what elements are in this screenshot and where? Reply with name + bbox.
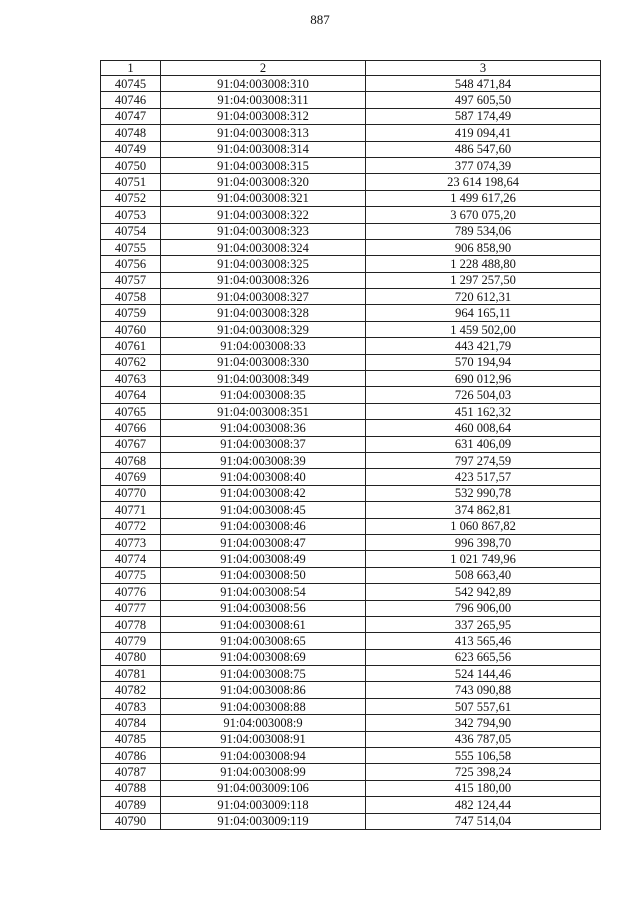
table-row <box>101 272 601 288</box>
cell-row-number: 40758 <box>101 289 161 305</box>
table-row <box>101 207 601 223</box>
cell-cadastral-id: 91:04:003008:39 <box>161 452 366 468</box>
cell-row-number: 40748 <box>101 125 161 141</box>
table-header-row <box>101 61 601 76</box>
cell-row-number: 40775 <box>101 567 161 583</box>
table-row <box>101 338 601 354</box>
cell-value: 548 471,84 <box>366 76 601 92</box>
table-row <box>101 190 601 206</box>
cell-value: 623 665,56 <box>366 649 601 665</box>
cell-value: 482 124,44 <box>366 797 601 813</box>
cell-row-number: 40768 <box>101 452 161 468</box>
cell-value: 1 060 867,82 <box>366 518 601 534</box>
cell-row-number: 40754 <box>101 223 161 239</box>
table-row <box>101 764 601 780</box>
cell-row-number: 40760 <box>101 321 161 337</box>
cell-cadastral-id: 91:04:003008:322 <box>161 207 366 223</box>
table-row <box>101 371 601 387</box>
cell-cadastral-id: 91:04:003008:54 <box>161 584 366 600</box>
cell-row-number: 40787 <box>101 764 161 780</box>
cell-row-number: 40789 <box>101 797 161 813</box>
table-row <box>101 239 601 255</box>
table-row <box>101 354 601 370</box>
cell-row-number: 40757 <box>101 272 161 288</box>
table-row <box>101 682 601 698</box>
cell-value: 570 194,94 <box>366 354 601 370</box>
table-row <box>101 305 601 321</box>
cell-row-number: 40776 <box>101 584 161 600</box>
cell-row-number: 40769 <box>101 469 161 485</box>
cell-cadastral-id: 91:04:003008:310 <box>161 76 366 92</box>
cell-value: 996 398,70 <box>366 534 601 550</box>
cell-row-number: 40784 <box>101 715 161 731</box>
cell-cadastral-id: 91:04:003008:88 <box>161 698 366 714</box>
cell-cadastral-id: 91:04:003008:36 <box>161 420 366 436</box>
cell-value: 419 094,41 <box>366 125 601 141</box>
cell-cadastral-id: 91:04:003008:61 <box>161 616 366 632</box>
cell-row-number: 40752 <box>101 190 161 206</box>
cell-row-number: 40750 <box>101 157 161 173</box>
cell-cadastral-id: 91:04:003008:65 <box>161 633 366 649</box>
table-row <box>101 797 601 813</box>
cell-cadastral-id: 91:04:003008:37 <box>161 436 366 452</box>
table-row <box>101 108 601 124</box>
cell-value: 460 008,64 <box>366 420 601 436</box>
table-row <box>101 141 601 157</box>
table-row <box>101 502 601 518</box>
cell-row-number: 40779 <box>101 633 161 649</box>
cell-cadastral-id: 91:04:003008:329 <box>161 321 366 337</box>
cell-row-number: 40773 <box>101 534 161 550</box>
cell-row-number: 40753 <box>101 207 161 223</box>
cell-value: 542 942,89 <box>366 584 601 600</box>
column-header-number: 1 <box>101 61 161 76</box>
cell-value: 726 504,03 <box>366 387 601 403</box>
cell-cadastral-id: 91:04:003008:35 <box>161 387 366 403</box>
table-row <box>101 223 601 239</box>
cell-cadastral-id: 91:04:003008:326 <box>161 272 366 288</box>
cell-cadastral-id: 91:04:003008:328 <box>161 305 366 321</box>
cell-row-number: 40747 <box>101 108 161 124</box>
cell-cadastral-id: 91:04:003008:86 <box>161 682 366 698</box>
cell-row-number: 40783 <box>101 698 161 714</box>
table-row <box>101 174 601 190</box>
cell-cadastral-id: 91:04:003008:325 <box>161 256 366 272</box>
cell-cadastral-id: 91:04:003009:106 <box>161 780 366 796</box>
cell-value: 508 663,40 <box>366 567 601 583</box>
cell-row-number: 40749 <box>101 141 161 157</box>
cell-row-number: 40751 <box>101 174 161 190</box>
cell-cadastral-id: 91:04:003008:91 <box>161 731 366 747</box>
table-body <box>101 76 601 830</box>
cell-row-number: 40763 <box>101 371 161 387</box>
cell-value: 415 180,00 <box>366 780 601 796</box>
cell-row-number: 40774 <box>101 551 161 567</box>
table-row <box>101 551 601 567</box>
table-row <box>101 436 601 452</box>
cell-row-number: 40767 <box>101 436 161 452</box>
cell-row-number: 40786 <box>101 748 161 764</box>
cell-cadastral-id: 91:04:003008:49 <box>161 551 366 567</box>
cell-cadastral-id: 91:04:003008:313 <box>161 125 366 141</box>
cell-value: 720 612,31 <box>366 289 601 305</box>
cell-cadastral-id: 91:04:003008:47 <box>161 534 366 550</box>
cell-value: 1 297 257,50 <box>366 272 601 288</box>
cell-value: 443 421,79 <box>366 338 601 354</box>
cell-row-number: 40790 <box>101 813 161 829</box>
cell-value: 747 514,04 <box>366 813 601 829</box>
cell-value: 789 534,06 <box>366 223 601 239</box>
table-row <box>101 321 601 337</box>
cell-row-number: 40756 <box>101 256 161 272</box>
table-row <box>101 600 601 616</box>
cell-cadastral-id: 91:04:003008:327 <box>161 289 366 305</box>
cell-row-number: 40781 <box>101 666 161 682</box>
cell-value: 1 228 488,80 <box>366 256 601 272</box>
cell-cadastral-id: 91:04:003008:323 <box>161 223 366 239</box>
cell-value: 964 165,11 <box>366 305 601 321</box>
cell-cadastral-id: 91:04:003008:46 <box>161 518 366 534</box>
cell-value: 377 074,39 <box>366 157 601 173</box>
cell-cadastral-id: 91:04:003008:94 <box>161 748 366 764</box>
cell-value: 497 605,50 <box>366 92 601 108</box>
cell-value: 374 862,81 <box>366 502 601 518</box>
cell-row-number: 40778 <box>101 616 161 632</box>
cell-row-number: 40785 <box>101 731 161 747</box>
cell-value: 690 012,96 <box>366 371 601 387</box>
cell-row-number: 40782 <box>101 682 161 698</box>
cell-value: 23 614 198,64 <box>366 174 601 190</box>
cell-row-number: 40765 <box>101 403 161 419</box>
cell-row-number: 40761 <box>101 338 161 354</box>
cell-value: 1 499 617,26 <box>366 190 601 206</box>
table-row <box>101 485 601 501</box>
cell-value: 342 794,90 <box>366 715 601 731</box>
cell-cadastral-id: 91:04:003008:42 <box>161 485 366 501</box>
table-row <box>101 420 601 436</box>
cell-row-number: 40770 <box>101 485 161 501</box>
table-row <box>101 92 601 108</box>
cell-cadastral-id: 91:04:003008:321 <box>161 190 366 206</box>
cell-value: 743 090,88 <box>366 682 601 698</box>
table-row <box>101 452 601 468</box>
cell-cadastral-id: 91:04:003008:315 <box>161 157 366 173</box>
table-row <box>101 567 601 583</box>
cell-row-number: 40771 <box>101 502 161 518</box>
cell-value: 436 787,05 <box>366 731 601 747</box>
cell-value: 906 858,90 <box>366 239 601 255</box>
cell-row-number: 40759 <box>101 305 161 321</box>
cell-value: 797 274,59 <box>366 452 601 468</box>
cell-value: 725 398,24 <box>366 764 601 780</box>
cell-value: 507 557,61 <box>366 698 601 714</box>
cell-value: 587 174,49 <box>366 108 601 124</box>
table-row <box>101 715 601 731</box>
cell-cadastral-id: 91:04:003008:351 <box>161 403 366 419</box>
cell-cadastral-id: 91:04:003008:349 <box>161 371 366 387</box>
table-row <box>101 256 601 272</box>
cell-value: 486 547,60 <box>366 141 601 157</box>
cell-cadastral-id: 91:04:003008:311 <box>161 92 366 108</box>
cell-cadastral-id: 91:04:003008:56 <box>161 600 366 616</box>
cell-cadastral-id: 91:04:003008:330 <box>161 354 366 370</box>
table-row <box>101 584 601 600</box>
cell-cadastral-id: 91:04:003008:314 <box>161 141 366 157</box>
table-row <box>101 633 601 649</box>
cell-value: 555 106,58 <box>366 748 601 764</box>
table-row <box>101 649 601 665</box>
cell-value: 532 990,78 <box>366 485 601 501</box>
table-row <box>101 403 601 419</box>
cell-value: 423 517,57 <box>366 469 601 485</box>
cell-cadastral-id: 91:04:003008:324 <box>161 239 366 255</box>
cell-cadastral-id: 91:04:003008:40 <box>161 469 366 485</box>
cell-value: 524 144,46 <box>366 666 601 682</box>
cell-row-number: 40745 <box>101 76 161 92</box>
table-row <box>101 780 601 796</box>
cell-cadastral-id: 91:04:003008:99 <box>161 764 366 780</box>
cell-value: 337 265,95 <box>366 616 601 632</box>
cell-value: 451 162,32 <box>366 403 601 419</box>
cell-cadastral-id: 91:04:003008:312 <box>161 108 366 124</box>
page-number: 887 <box>310 12 330 27</box>
cell-value: 413 565,46 <box>366 633 601 649</box>
table-row <box>101 157 601 173</box>
cell-row-number: 40762 <box>101 354 161 370</box>
cell-row-number: 40780 <box>101 649 161 665</box>
cell-cadastral-id: 91:04:003009:119 <box>161 813 366 829</box>
column-header-cadastral-id: 2 <box>161 61 366 76</box>
cell-row-number: 40755 <box>101 239 161 255</box>
table-row <box>101 387 601 403</box>
cell-value: 3 670 075,20 <box>366 207 601 223</box>
cell-cadastral-id: 91:04:003008:50 <box>161 567 366 583</box>
cell-row-number: 40764 <box>101 387 161 403</box>
cell-value: 1 459 502,00 <box>366 321 601 337</box>
cell-value: 1 021 749,96 <box>366 551 601 567</box>
cell-cadastral-id: 91:04:003008:45 <box>161 502 366 518</box>
cell-cadastral-id: 91:04:003008:320 <box>161 174 366 190</box>
cell-cadastral-id: 91:04:003008:75 <box>161 666 366 682</box>
table-row <box>101 125 601 141</box>
cell-row-number: 40772 <box>101 518 161 534</box>
cell-cadastral-id: 91:04:003009:118 <box>161 797 366 813</box>
cell-row-number: 40788 <box>101 780 161 796</box>
cell-cadastral-id: 91:04:003008:69 <box>161 649 366 665</box>
table-row <box>101 534 601 550</box>
table-row <box>101 518 601 534</box>
cadastral-value-table <box>100 60 601 830</box>
table-row <box>101 748 601 764</box>
cell-cadastral-id: 91:04:003008:9 <box>161 715 366 731</box>
cell-value: 796 906,00 <box>366 600 601 616</box>
cell-cadastral-id: 91:04:003008:33 <box>161 338 366 354</box>
table-row <box>101 469 601 485</box>
table-row <box>101 289 601 305</box>
cell-row-number: 40777 <box>101 600 161 616</box>
cell-row-number: 40766 <box>101 420 161 436</box>
table-row <box>101 76 601 92</box>
cell-row-number: 40746 <box>101 92 161 108</box>
table-row <box>101 731 601 747</box>
table-row <box>101 616 601 632</box>
column-header-value: 3 <box>366 61 601 76</box>
table-row <box>101 698 601 714</box>
table-row <box>101 666 601 682</box>
table-row <box>101 813 601 829</box>
cell-value: 631 406,09 <box>366 436 601 452</box>
